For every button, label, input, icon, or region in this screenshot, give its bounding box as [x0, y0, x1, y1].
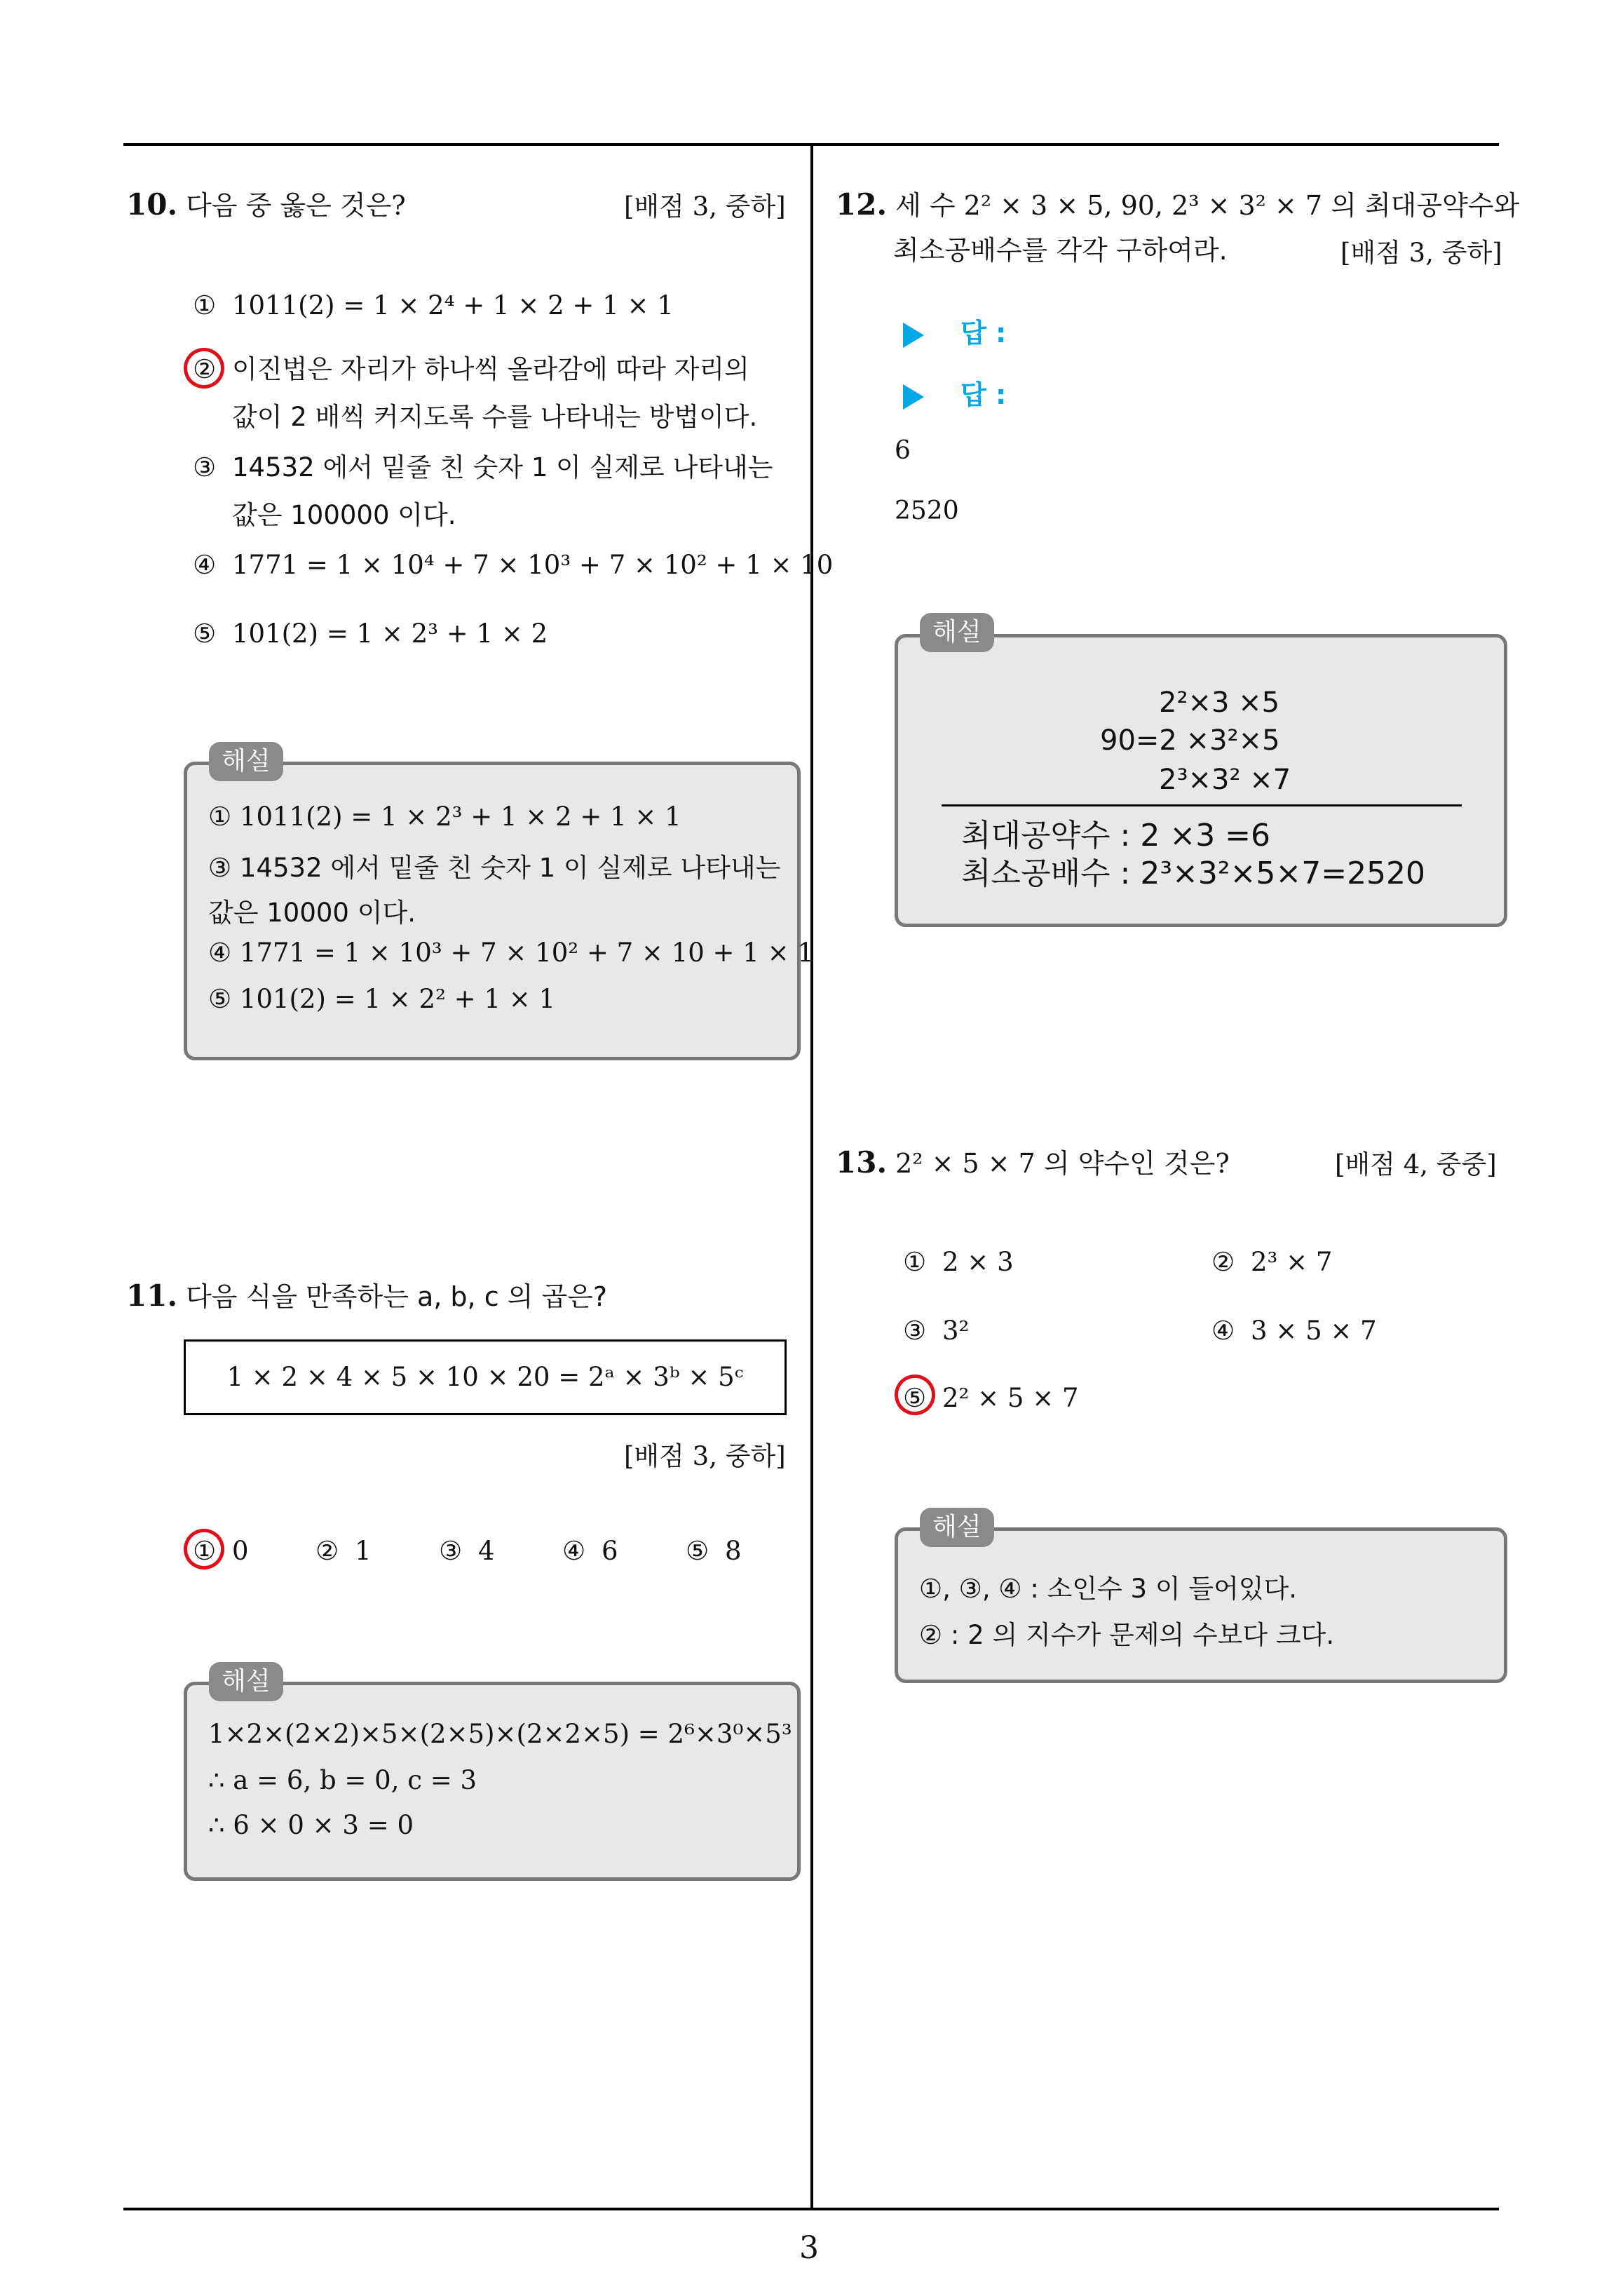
bottom-rule — [123, 2208, 1499, 2210]
q13-choice-4[interactable]: ④ 3 × 5 × 7 — [1211, 1316, 1377, 1346]
q13-choice-2[interactable]: ② 2³ × 7 — [1211, 1247, 1333, 1277]
q11-equation: 1 × 2 × 4 × 5 × 10 × 20 = 2ᵃ × 3ᵇ × 5ᶜ — [226, 1362, 744, 1392]
q13-header — [836, 1142, 1230, 1180]
q10-score: [배점 3, 중하] — [624, 191, 786, 222]
q13-explanation-box — [895, 1527, 1507, 1683]
q10-expl-line-1: ① 1011(2) = 1 × 2³ + 1 × 2 + 1 × 1 — [208, 802, 681, 832]
q13-choice-3[interactable]: ③ 3² — [903, 1316, 970, 1346]
column-divider — [810, 144, 813, 2209]
q10-explanation-box — [184, 762, 814, 1060]
q11-choice-3[interactable]: ③ 4 — [439, 1536, 495, 1566]
q11-choice-4[interactable]: ④ 6 — [562, 1536, 618, 1566]
q12-answer-row-2[interactable]: 답 : — [903, 373, 1006, 412]
q12-factor-row-1: 2²×3 ×5 — [1159, 687, 1280, 719]
q10-number: 10. — [126, 187, 178, 222]
q13-explanation-tag: 해설 — [920, 1508, 994, 1547]
q13-expl-line-2: ② : 2 의 지수가 문제의 수보다 크다. — [919, 1620, 1335, 1650]
q11-explanation-tag: 해설 — [209, 1662, 283, 1701]
q11-explanation-box — [184, 1682, 801, 1881]
page-number: 3 — [799, 2230, 819, 2266]
q10-choice-5[interactable]: ⑤ 101(2) = 1 × 2³ + 1 × 2 — [193, 619, 548, 649]
q11-number: 11. — [126, 1278, 178, 1313]
q11-choice-2[interactable]: ② 1 — [315, 1536, 372, 1566]
q10-expl-line-4: ④ 1771 = 1 × 10³ + 7 × 10² + 7 × 10 + 1 × 1 — [208, 938, 814, 968]
q11-expl-line-2: ∴ a = 6, b = 0, c = 3 — [208, 1765, 477, 1795]
q10-choice-2[interactable]: ② 이진법은 자리가 하나씩 올라감에 따라 자리의 — [193, 354, 749, 384]
q12-score: [배점 3, 중하] — [1340, 238, 1502, 268]
q10-choice-4[interactable]: ④ 1771 = 1 × 10⁴ + 7 × 10³ + 7 × 10² + 1 × 10 — [193, 550, 834, 580]
q12-line-2: 최소공배수를 각각 구하여라. — [893, 235, 1228, 266]
q11-header — [126, 1275, 607, 1314]
q12-factor-row-3: 2³×3² ×7 — [1159, 764, 1291, 796]
q12-answer-value-2: 2520 — [895, 497, 959, 525]
q11-expl-line-1: 1×2×(2×2)×5×(2×5)×(2×2×5) = 2⁶×3⁰×5³ — [208, 1719, 792, 1749]
q10-choice-3[interactable]: ③ 14532 에서 밑줄 친 숫자 1 이 실제로 나타내는 — [193, 452, 773, 482]
q13-expl-line-1: ①, ③, ④ : 소인수 3 이 들어있다. — [919, 1574, 1298, 1604]
q12-factor-row-2: 90=2 ×3²×5 — [1100, 724, 1280, 757]
q12-explanation-tag: 해설 — [920, 613, 994, 652]
q10-header — [126, 184, 406, 222]
q13-score: [배점 4, 중중] — [1335, 1149, 1497, 1180]
q12-number: 12. — [836, 187, 888, 222]
q13-choice-1[interactable]: ① 2 × 3 — [903, 1247, 1014, 1277]
q12-answer-row-1[interactable]: 답 : — [903, 311, 1006, 350]
answer-arrow-icon — [903, 384, 924, 410]
q12-line-1: 세 수 2² × 3 × 5, 90, 2³ × 3² × 7 의 최대공약수와 — [895, 190, 1520, 221]
q10-expl-line-5: ⑤ 101(2) = 1 × 2² + 1 × 1 — [208, 984, 556, 1014]
q10-choice-3-line2: 값은 100000 이다. — [232, 500, 456, 530]
q12-gcd-row: 최대공약수 : 2 ×3 =6 — [961, 818, 1271, 853]
q11-expl-line-3: ∴ 6 × 0 × 3 = 0 — [208, 1810, 414, 1840]
q12-lcm-row: 최소공배수 : 2³×3²×5×7=2520 — [961, 856, 1426, 891]
q12-answer-value-1: 6 — [895, 436, 911, 465]
q13-number: 13. — [836, 1145, 888, 1180]
q10-expl-line-3: 값은 10000 이다. — [208, 898, 416, 928]
q10-title: 다음 중 옳은 것은? — [186, 190, 406, 221]
q13-choice-5[interactable]: ⑤ 2² × 5 × 7 — [903, 1383, 1079, 1413]
q11-score: [배점 3, 중하] — [624, 1441, 786, 1471]
q12-divider — [942, 804, 1462, 806]
q10-choice-1[interactable]: ① 1011(2) = 1 × 2⁴ + 1 × 2 + 1 × 1 — [193, 290, 674, 320]
q12-header — [836, 184, 1519, 222]
q10-choice-2-line2: 값이 2 배씩 커지도록 수를 나타내는 방법이다. — [232, 402, 758, 432]
q10-expl-line-2: ③ 14532 에서 밑줄 친 숫자 1 이 실제로 나타내는 — [208, 853, 781, 883]
q11-choice-5[interactable]: ⑤ 8 — [686, 1536, 742, 1566]
q11-equation-box — [184, 1339, 787, 1415]
q13-title: 2² × 5 × 7 의 약수인 것은? — [895, 1148, 1230, 1179]
q12-explanation-box — [895, 634, 1507, 927]
q11-choice-1[interactable]: ① 0 — [193, 1536, 249, 1566]
q11-title: 다음 식을 만족하는 a, b, c 의 곱은? — [186, 1281, 608, 1312]
answer-arrow-icon — [903, 323, 924, 348]
q10-explanation-tag: 해설 — [209, 742, 283, 781]
